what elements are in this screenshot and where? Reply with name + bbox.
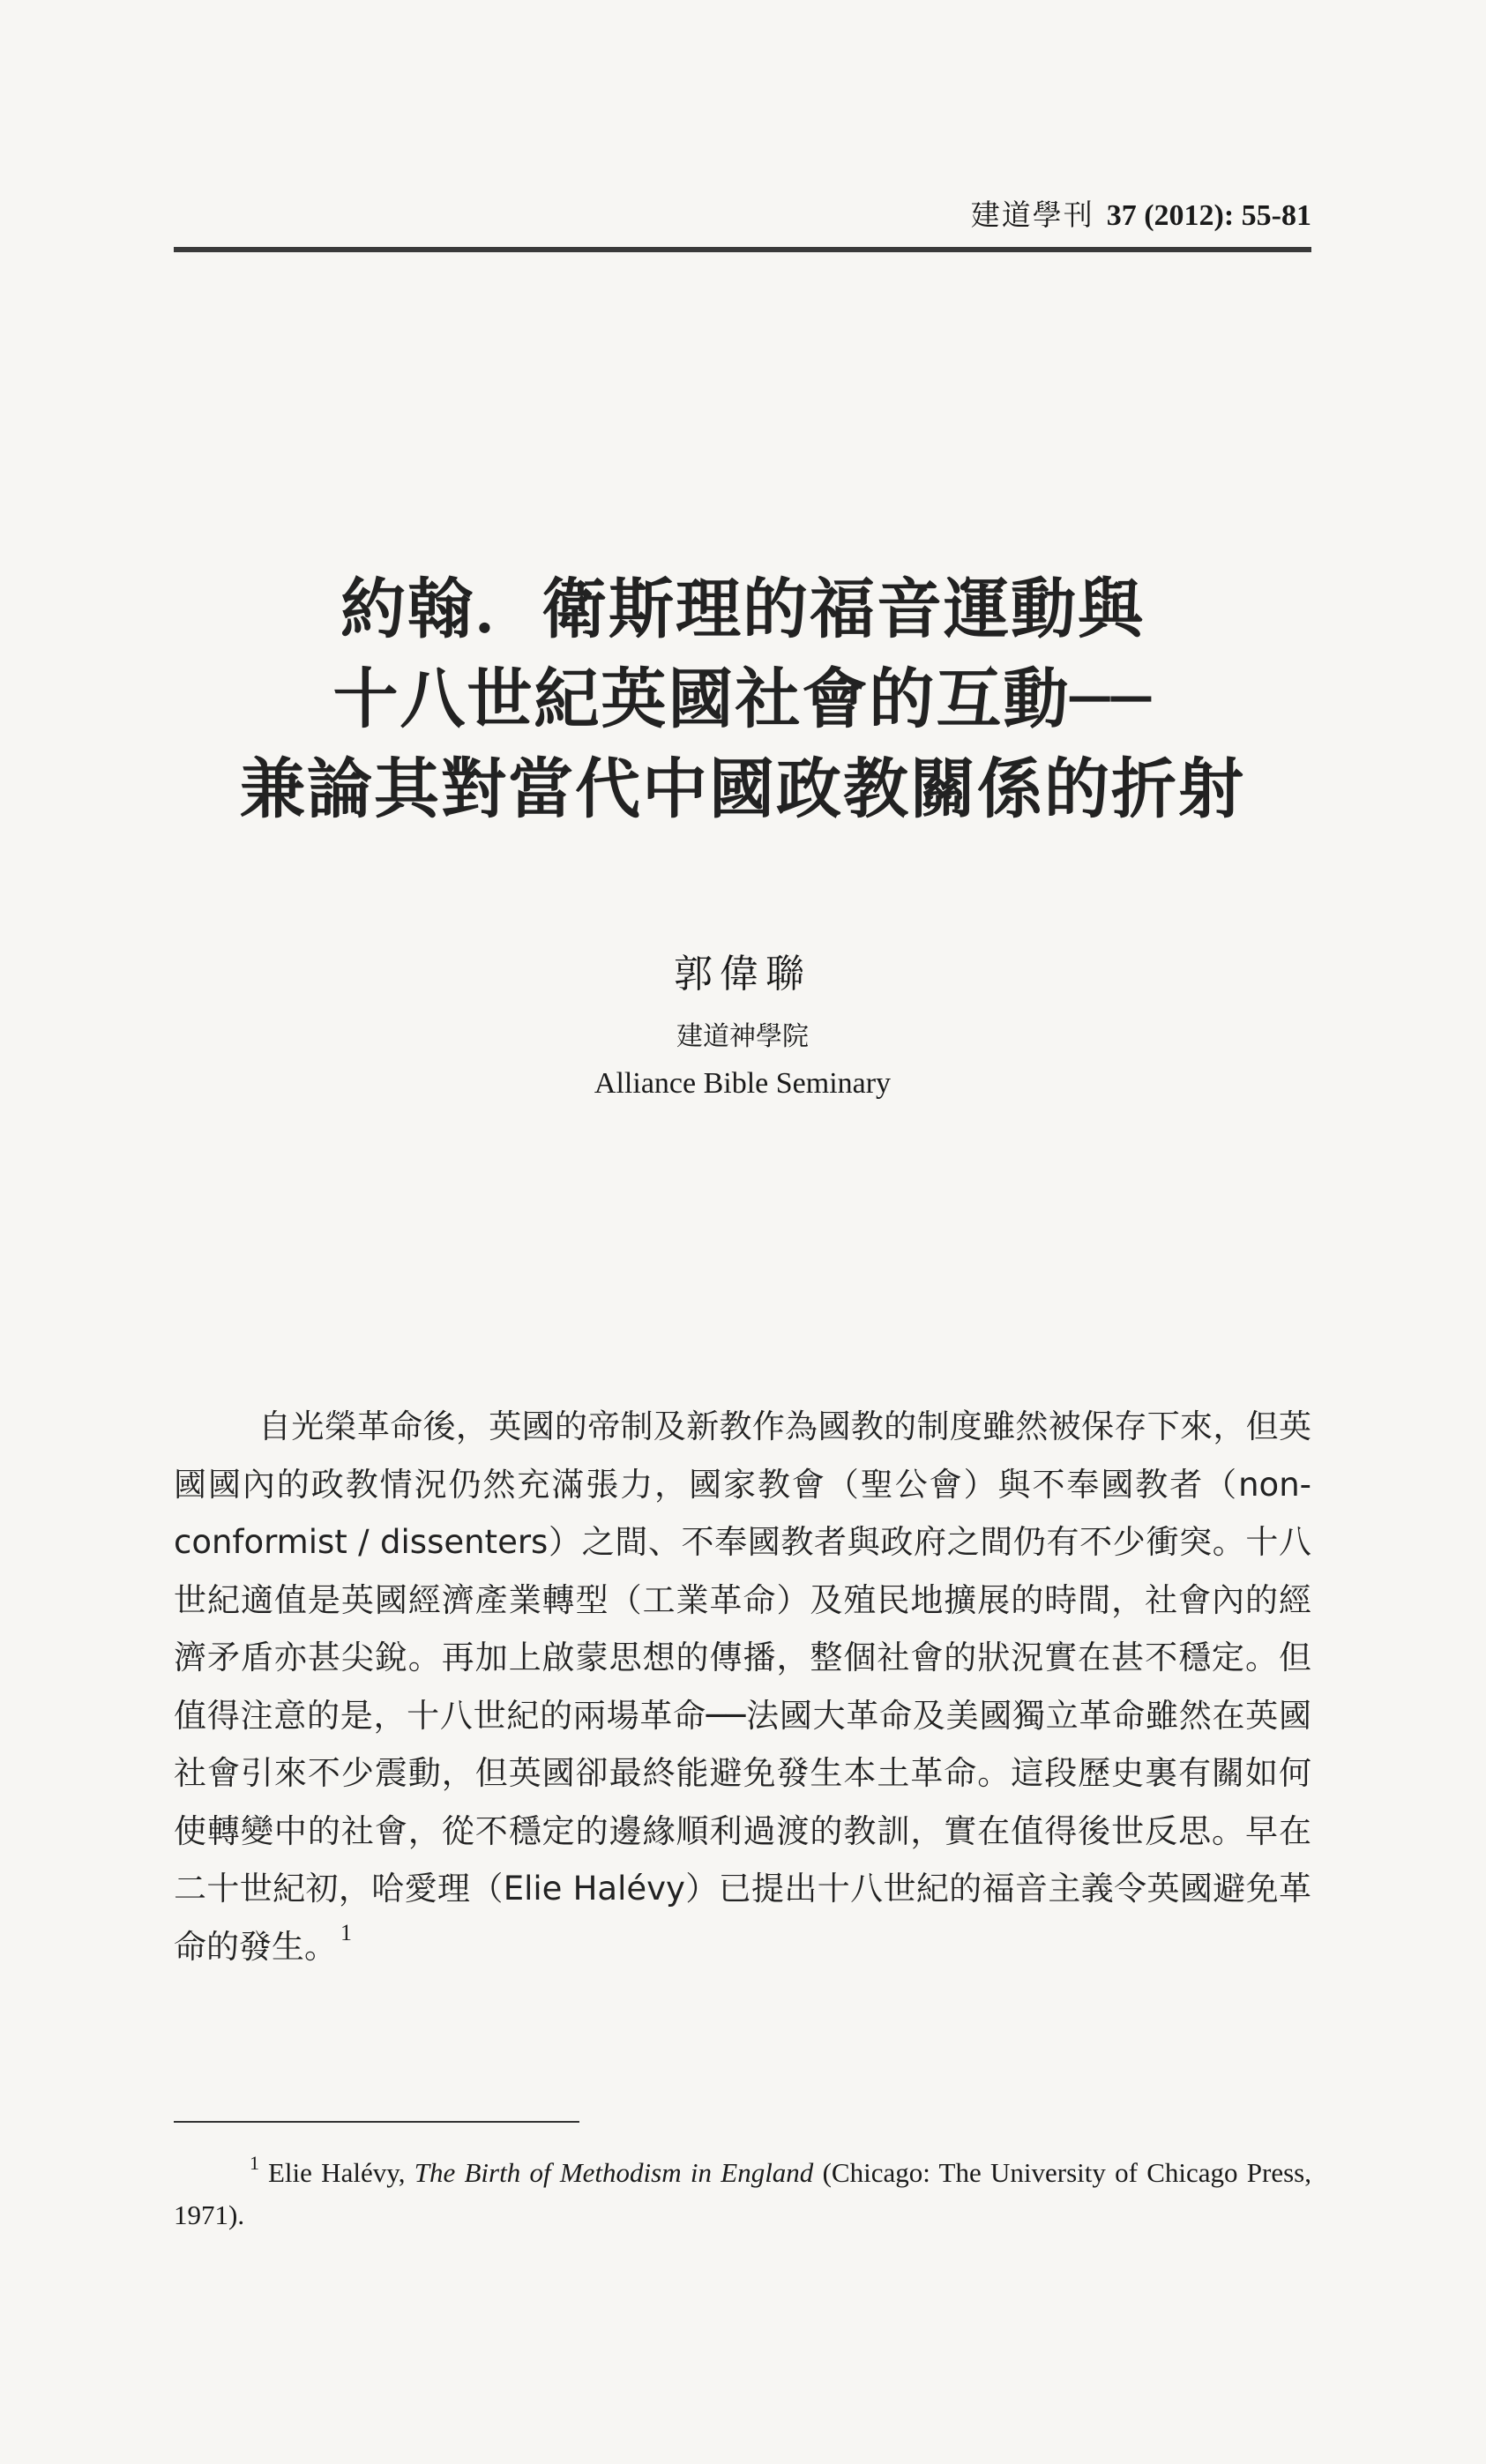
footnote-publication: (Chicago: The University of Chicago Press, 1971). <box>174 2157 1311 2230</box>
footnote-rule <box>174 2121 579 2123</box>
journal-citation <box>971 189 1311 243</box>
footnote-author: Elie Halévy, <box>268 2157 414 2188</box>
author-block <box>174 944 1311 1106</box>
footnote-reference: 1 <box>340 1919 352 1945</box>
running-header <box>174 189 1311 242</box>
title-line-3: 兼論其對當代中國政教關係的折射 <box>240 751 1245 827</box>
footnote-book-title: The Birth of Methodism in England <box>414 2157 814 2188</box>
title-line-1: 約翰．衛斯理的福音運動與 <box>340 571 1145 647</box>
footnote <box>174 2152 1311 2236</box>
volume-pages: 37 (2012): 55-81 <box>1106 199 1311 232</box>
footnote-number: 1 <box>250 2152 259 2174</box>
body-paragraph <box>174 1398 1311 1975</box>
header-rule <box>174 247 1311 252</box>
journal-name: 建道學刊 <box>970 198 1094 232</box>
affiliation-chinese: 建道神學院 <box>676 1021 809 1052</box>
affiliation-english: Alliance Bible Seminary <box>594 1067 892 1100</box>
article-title <box>174 564 1311 834</box>
author-name: 郭偉聯 <box>674 952 811 997</box>
paragraph-text: 自光榮革命後，英國的帝制及新教作為國教的制度雖然被保存下來，但英國國內的政教情況仍然充滿張力，國家教會（聖公會）與不奉國教者（non-conformist / dissenters）之間、不奉國教者與政府之間仍有不少衝突。十八世紀適值是英國經濟產業轉型（工業革命）及殖民地擴展的時間，社會內的經濟矛盾亦甚尖銳。再加上啟蒙思想的傳播，整個社會的狀況實在甚不穩定。但值得注意的是，十八世紀的兩場革命──法國大革命及美國獨立革命雖然在英國社會引來不少震動，但英國卻最終能避免發生本土革命。這段歷史裏有關如何使轉變中的社會，從不穩定的邊緣順利過渡的教訓，實在值得後世反思。早在二十世紀初，哈愛理（Elie Halévy）已提出十八世紀的福音主義令英國避免革命的發生。 <box>174 1407 1311 1966</box>
title-line-2: 十八世紀英國社會的互動── <box>332 661 1153 737</box>
